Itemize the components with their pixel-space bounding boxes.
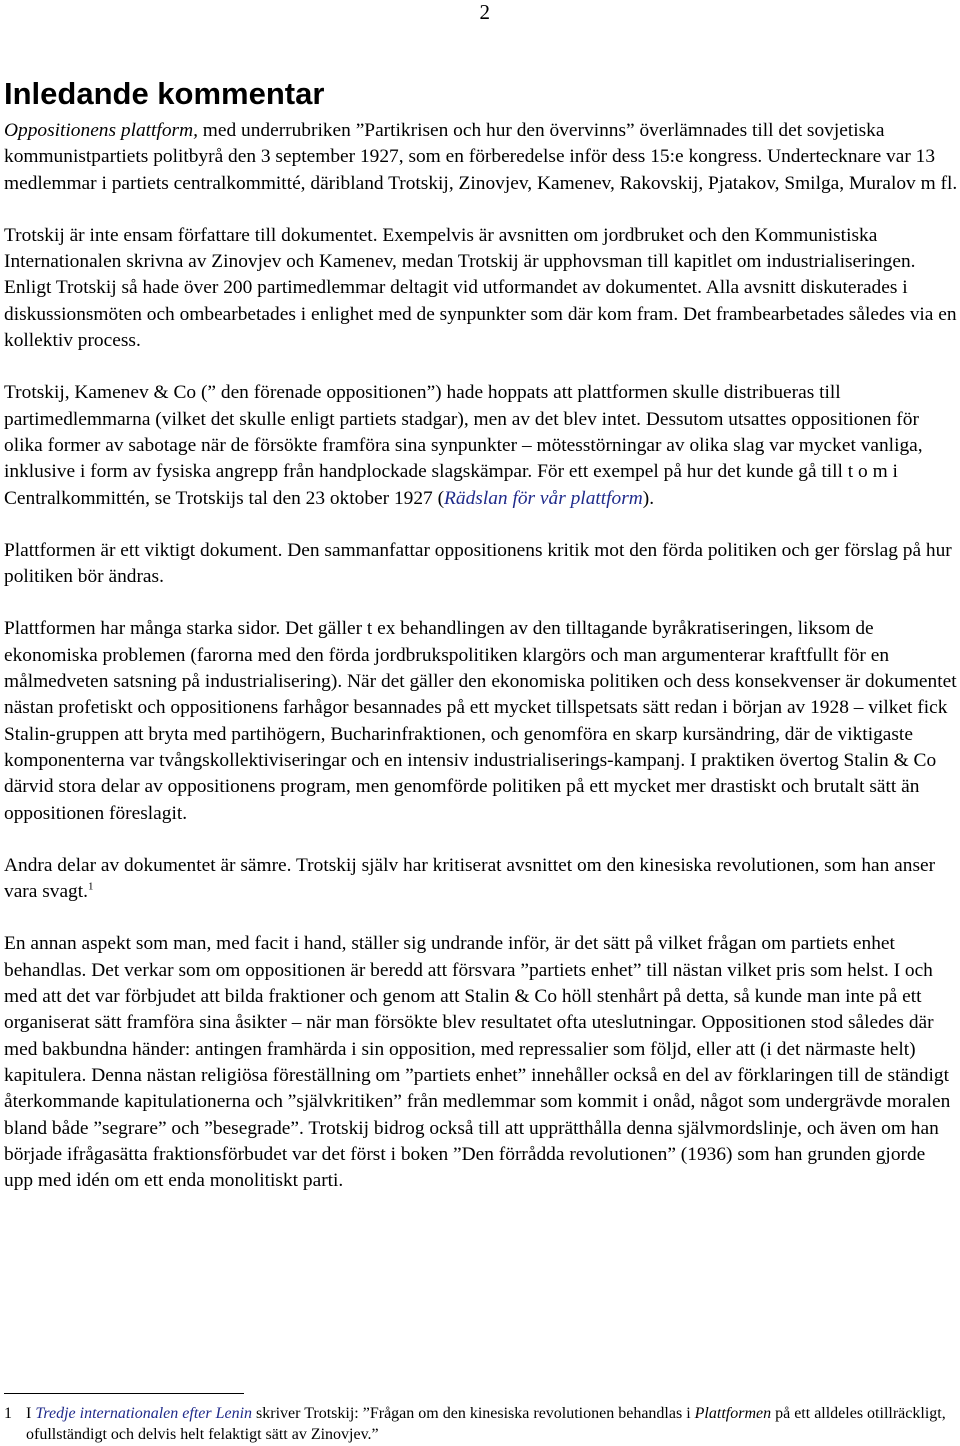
paragraph-intro-text: med underrubriken ”Partikrisen och hur den övervinns” överlämnades till det sovjetiska kommunistpartiets politbyrå den 3 september 1927, som en förberedelse inför dess 15:e kongress. Undertecknare var 13 medlemmar i partiets centralkommitté, däribland Trotskij, Zinovjev, Kamenev, Rakovskij, Pjatakov, Smilga, Muralov m fl. — [4, 120, 958, 194]
footnote-divider — [4, 1393, 244, 1394]
paragraph-weaknesses — [4, 853, 958, 906]
platform-title-italic: Oppositionens plattform, — [4, 120, 198, 141]
paragraph-weaknesses-text: Andra delar av dokumentet är sämre. Trotskij själv har kritiserat avsnittet om den kinesiska revolutionen, som han anser vara svagt. — [4, 854, 936, 903]
document-body — [4, 118, 958, 1220]
paragraph-strengths: Plattformen har många starka sidor. Det gäller t ex behandlingen av den tilltagande byråkratiseringen, liksom de ekonomiska problemen (farorna med den förda jordbrukspolitiken klargörs och man argumenterar kraftfullt för en målmedveten satsning på industrialisering). När det gäller den ekonomiska politiken och dess konsekvenser är dokumentet nästan profetiskt och oppositionens farhågor besannades på ett mycket tillspetsats sätt redan i början av 1928 – vilket fick Stalin-gruppen att bryta med partihögern, Bucharinfraktionen, och genomföra en skarp kursändring, där de viktigaste komponenterna var tvångskollektiviseringar och en intensiv industrialiserings-kampanj. I praktiken övertog Stalin & Co därvid stora delar av oppositionens program, men genomförde politiken på ett mycket mer drastiskt och brutalt sätt än oppositionen föreslagit. — [4, 618, 957, 824]
footnote-reference[interactable]: 1 — [88, 880, 94, 893]
footnote-text — [26, 1403, 958, 1445]
paragraph-intro — [4, 118, 958, 197]
paragraph-party-unity: En annan aspekt som man, med facit i hand, ställer sig undrande inför, är det sätt på vilket frågan om partiets enhet behandlas. Det verkar som om oppositionen är beredd att försvara ”partiets enhet” till nästan vilket pris som helst. I och med att det var förbjudet att bilda fraktioner och genom att Stalin & Co höll stenhårt på detta, så kunde man inte på ett organiserat sätt framföra sina åsikter – när man försökte blev resultatet ofta uteslutningar. Oppositionen stod således där med bakbundna händer: antingen framhärda i sin opposition, med repressalier som följd, eller att (i det närmaste helt) kapitulera. Denna nästan religiösa föreställning om ”partiets enhet” innehåller också en del av förklaringen till de ständigt återkommande kapitulationerna och ”självkritiken” från medlemmar som kommit i onåd, något som undergrävde moralen bland både ”segrare” och ”besegrade”. Trotskij bidrog också till att upprätthålla denna självmordslinje, och även om han började ifrågasätta fraktionsförbudet var det först i boken ”Den förrådda revolutionen” (1936) som han grunden gjorde upp med idén om ett enda monolitiskt parti. — [4, 933, 951, 1192]
speech-link[interactable]: Rädslan för vår plattform — [444, 487, 643, 509]
footnote-mid: skriver Trotskij: ”Frågan om den kinesiska revolutionen behandlas i — [252, 1405, 695, 1422]
footnote-book-link[interactable]: Tredje internationalen efter Lenin — [35, 1405, 253, 1422]
footnote-prefix: I — [26, 1405, 36, 1422]
paragraph-sabotage — [4, 380, 958, 511]
paragraph-sabotage-text: Trotskij, Kamenev & Co (” den förenade oppositionen”) hade hoppats att plattformen skulle distribueras till partimedlemmarna (vilket det skulle enligt partiets stadgar), men av det blev intet. Dessutom utsattes oppositionen för olika former av sabotage när de försökte framföra sina synpunkter – mötesstörningar av olika slag var mycket vanliga, inklusive i form av fysiska angrepp från handplockade slagskämpar. För ett exempel på hur det kunde gå till t o m i Centralkommittén, se Trotskijs tal den 23 oktober 1927 ( — [4, 382, 923, 509]
page-number: 2 — [479, 0, 490, 24]
footnote-italic-platform: Plattformen — [694, 1405, 772, 1422]
page-title: Inledande kommentar — [4, 76, 325, 111]
paragraph-sabotage-end: ). — [642, 487, 655, 509]
footnote-number: 1 — [4, 1405, 12, 1422]
paragraph-importance: Plattformen är ett viktigt dokument. Den sammanfattar oppositionens kritik mot den förda politiken och ger förslag på hur politiken bör ändras. — [4, 539, 952, 588]
footnote-suffix: på ett alldeles otillräckligt, ofullständigt och delvis helt felaktigt sätt av Zinovjev.” — [26, 1405, 946, 1443]
footnote — [4, 1403, 958, 1445]
paragraph-authorship: Trotskij är inte ensam författare till dokumentet. Exempelvis är avsnitten om jordbruket och den Kommunistiska Internationalen skrivna av Zinovjev och Kamenev, medan Trotskij är upphovsman till kapitlet om industrialiseringen. Enligt Trotskij så hade över 200 partimedlemmar deltagit vid utformandet av dokumentet. Alla avsnitt diskuterades i diskussionsmöten och ombearbetades i enlighet med de synpunkter som där kom fram. Det frambearbetades således via en kollektiv process. — [4, 224, 957, 352]
